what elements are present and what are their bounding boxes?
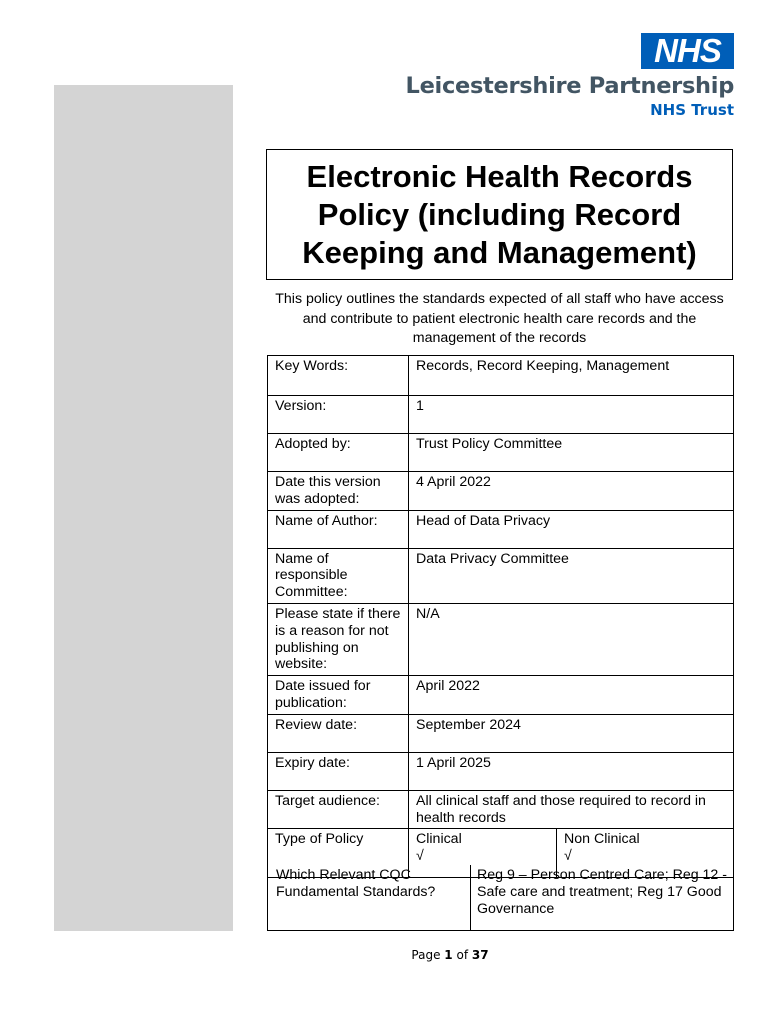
footer-page-number: 1 [444,948,453,962]
table-row [268,790,734,829]
table-row [268,356,734,396]
expiry-date-value: 1 April 2025 [409,752,734,790]
page-footer [0,948,770,962]
clinical-checkmark: √ [416,848,424,865]
committee-label: Name of responsible Committee: [268,548,409,603]
author-value: Head of Data Privacy [409,510,734,548]
table-row [268,676,734,715]
version-value: 1 [409,396,734,434]
adopted-by-value: Trust Policy Committee [409,434,734,472]
document-title: Electronic Health Records Policy (including Record Keeping and Management) [302,158,697,270]
review-date-label: Review date: [268,714,409,752]
policy-type-label: Type of Policy [268,829,409,878]
nhs-logo-text: NHS [654,32,721,69]
table-row [268,434,734,472]
not-publishing-value: N/A [409,603,734,675]
organisation-name: Leicestershire Partnership [405,73,734,99]
table-row [268,396,734,434]
non-clinical-label: Non Clinical [564,831,640,848]
footer-of-word: of [456,948,469,962]
date-adopted-label: Date this version was adopted: [268,472,409,511]
version-label: Version: [268,396,409,434]
review-date-value: September 2024 [409,714,734,752]
not-publishing-label: Please state if there is a reason for not publishing on website: [268,603,409,675]
cqc-standards-label: Which Relevant CQC Fundamental Standards? [276,867,436,900]
table-row [268,603,734,675]
footer-page-word: Page [411,948,441,962]
expiry-date-label: Expiry date: [268,752,409,790]
policy-metadata-table [267,355,734,878]
footer-page-total: 37 [471,948,489,962]
adopted-by-label: Adopted by: [268,434,409,472]
table-row [268,548,734,603]
date-issued-label: Date issued for publication: [268,676,409,715]
document-title-box [266,149,733,280]
side-bar-decoration [54,85,233,931]
key-words-value: Records, Record Keeping, Management [409,356,734,396]
date-adopted-value: 4 April 2022 [409,472,734,511]
table-row [268,472,734,511]
cqc-standards-row [267,865,734,931]
committee-value: Data Privacy Committee [409,548,734,603]
organisation-subtitle: NHS Trust [650,101,734,119]
audience-value: All clinical staff and those required to record in health records [409,790,734,829]
cqc-divider [470,865,471,930]
table-row [268,752,734,790]
audience-label: Target audience: [268,790,409,829]
nhs-logo [641,33,734,69]
table-row [268,510,734,548]
key-words-label: Key Words: [268,356,409,396]
date-issued-value: April 2022 [409,676,734,715]
non-clinical-checkmark: √ [564,848,572,865]
cqc-standards-value: Reg 9 – Person Centred Care; Reg 12 - Safe care and treatment; Reg 17 Good Governance [477,867,727,917]
table-row [268,714,734,752]
clinical-label: Clinical [416,831,462,848]
author-label: Name of Author: [268,510,409,548]
policy-summary: This policy outlines the standards expected of all staff who have access and contribute to patient electronic health care records and the management of the records [275,291,724,346]
